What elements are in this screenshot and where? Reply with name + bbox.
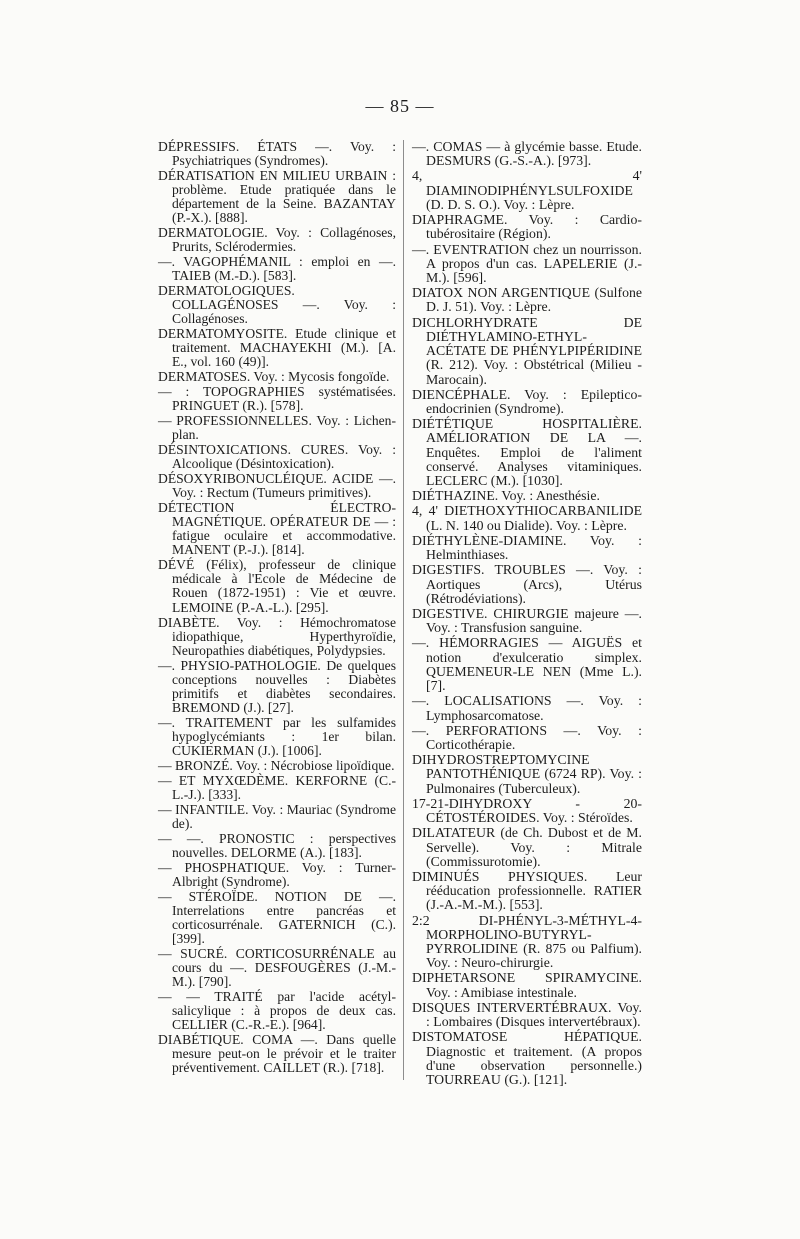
index-entry: DIENCÉPHALE. Voy. : Epileptico-endocrinien (Syndrome). xyxy=(412,386,642,416)
index-entry: —. LOCALISATIONS —. Voy. : Lymphosarcomatose. xyxy=(412,693,642,723)
page-number: — 85 — xyxy=(365,96,435,116)
index-entry: —. COMAS — à glycémie basse. Etude. DESMURS (G.-S.-A.). [973]. xyxy=(412,139,642,169)
index-entry: —. PHYSIO-PATHOLOGIE. De quelques conceptions nouvelles : Diabètes primitifs et diabètes secondaires. BREMOND (J.). [27]. xyxy=(158,657,396,715)
index-entry: —. PERFORATIONS —. Voy. : Corticothérapie. xyxy=(412,722,642,752)
index-entry: —. TRAITEMENT par les sulfamides hypoglycémiants : 1er bilan. CUKIERMAN (J.). [1006]. xyxy=(158,714,396,758)
index-entry: DÉSINTOXICATIONS. CURES. Voy. : Alcoolique (Désintoxication). xyxy=(158,442,396,472)
index-entry: DIATOX NON ARGENTIQUE (Sulfone D. J. 51). Voy. : Lèpre. xyxy=(412,285,642,315)
index-entry: DÉVÉ (Félix), professeur de clinique médicale à l'Ecole de Médecine de Rouen (1872-1951) : Vie et œuvre. LEMOINE (P.-A.-L.). [295]. xyxy=(158,557,396,615)
index-entry: — —. PRONOSTIC : perspectives nouvelles. DELORME (A.). [183]. xyxy=(158,830,396,860)
index-entry: DIGESTIFS. TROUBLES —. Voy. : Aortiques (Arcs), Utérus (Rétrodéviations). xyxy=(412,562,642,606)
index-entry: —. HÉMORRAGIES — AIGUËS et notion d'exulceratio simplex. QUEMENEUR-LE NEN (Mme L.). [7]. xyxy=(412,635,642,694)
index-entry: DIÉTHYLÈNE-DIAMINE. Voy. : Helminthiases. xyxy=(412,532,642,563)
index-entry: — SUCRÉ. CORTICOSURRÉNALE au cours du —. DESFOUGÈRES (J.-M.-M.). [790]. xyxy=(158,945,396,989)
index-entry: — PROFESSIONNELLES. Voy. : Lichen-plan. xyxy=(158,413,396,443)
index-entry: DIÉTÉTIQUE HOSPITALIÈRE. AMÉLIORATION DE LA —. Enquêtes. Emploi de l'aliment conservé. Analyses vitaminiques. LECLERC (M.). [1030]. xyxy=(412,416,642,489)
index-entry: — — TRAITÉ par l'acide acétyl-salicylique : à propos de deux cas. CELLIER (C.-R.-E.). [964]. xyxy=(158,988,396,1032)
index-entry: —. EVENTRATION chez un nourrisson. A propos d'un cas. LAPELERIE (J.-M.). [596]. xyxy=(412,241,642,285)
index-entry: DÉRATISATION EN MILIEU URBAIN : problème. Etude pratiquée dans le département de la Seine. BAZANTAY (P.-X.). [888]. xyxy=(158,168,396,226)
index-entry: — BRONZÉ. Voy. : Nécrobiose lipoïdique. xyxy=(158,757,395,773)
index-entry: DIAPHRAGME. Voy. : Cardio-tubérositaire (Région). xyxy=(412,212,642,242)
index-entry: 2:2 DI-PHÉNYL-3-MÉTHYL-4-MORPHOLINO-BUTYRYL-PYRROLIDINE (R. 875 ou Palfium). Voy. : Neuro-chirurgie. xyxy=(412,912,642,971)
column-divider xyxy=(403,140,404,1080)
index-column-right xyxy=(412,140,642,1088)
index-entry: DIGESTIVE. CHIRURGIE majeure —. Voy. : Transfusion sanguine. xyxy=(412,606,642,636)
index-entry: DERMATOLOGIQUES. COLLAGÉNOSES —. Voy. : Collagénoses. xyxy=(158,283,396,327)
index-entry: DIPHETARSONE SPIRAMYCINE. Voy. : Amibiase intestinale. xyxy=(412,970,642,1000)
index-entry: DÉPRESSIFS. ÉTATS —. Voy. : Psychiatriques (Syndromes). xyxy=(158,139,396,169)
index-entry: 4, 4' DIAMINODIPHÉNYLSULFOXIDE (D. D. S. O.). Voy. : Lèpre. xyxy=(412,168,642,212)
index-entry: 17-21-DIHYDROXY - 20-CÉTOSTÉROIDES. Voy. : Stéroïdes. xyxy=(412,795,642,826)
index-entry: DILATATEUR (de Ch. Dubost et de M. Servelle). Voy. : Mitrale (Commissurotomie). xyxy=(412,825,642,869)
index-entry: DERMATOSES. Voy. : Mycosis fongoïde. xyxy=(158,369,390,385)
index-entry: DÉTECTION ÉLECTRO-MAGNÉTIQUE. OPÉRATEUR DE — : fatigue oculaire et accommodative. MANENT (P.-J.). [814]. xyxy=(158,500,396,558)
index-entry: DIABÉTIQUE. COMA —. Dans quelle mesure peut-on le prévoir et le traiter préventivement. CAILLET (R.). [718]. xyxy=(158,1031,396,1075)
index-entry: — : TOPOGRAPHIES systématisées. PRINGUET (R.). [578]. xyxy=(158,384,396,414)
index-entry: — STÉROÏDE. NOTION DE —. Interrelations entre pancréas et corticosurrénale. GATERNICH (C.). [399]. xyxy=(158,888,396,946)
index-entry: —. VAGOPHÉMANIL : emploi en —. TAIEB (M.-D.). [583]. xyxy=(158,254,396,284)
index-entry: DIMINUÉS PHYSIQUES. Leur rééducation professionnelle. RATIER (J.-A.-M.-M.). [553]. xyxy=(412,868,642,913)
index-entry: — INFANTILE. Voy. : Mauriac (Syndrome de). xyxy=(158,801,396,831)
index-entry: DIÉTHAZINE. Voy. : Anesthésie. xyxy=(412,488,600,504)
index-entry: DISQUES INTERVERTÉBRAUX. Voy. : Lombaires (Disques intervertébraux). xyxy=(412,999,642,1030)
index-column-left xyxy=(158,140,396,1076)
index-entry: DISTOMATOSE HÉPATIQUE. Diagnostic et traitement. (A propos d'une observation personnelle.) TOURREAU (G.). [121]. xyxy=(412,1029,642,1087)
index-entry: DIABÈTE. Voy. : Hémochromatose idiopathique, Hyperthyroïdie, Neuropathies diabétiques, Polydypsies. xyxy=(158,614,396,658)
index-entry: DERMATOLOGIE. Voy. : Collagénoses, Prurits, Sclérodermies. xyxy=(158,225,396,255)
index-entry: DERMATOMYOSITE. Etude clinique et traitement. MACHAYEKHI (M.). [A. E., vol. 160 (49)]. xyxy=(158,326,396,370)
index-entry: — PHOSPHATIQUE. Voy. : Turner-Albright (Syndrome). xyxy=(158,859,396,889)
index-entry: DIHYDROSTREPTOMYCINE PANTOTHÉNIQUE (6724 RP). Voy. : Pulmonaires (Tuberculeux). xyxy=(412,752,642,796)
index-entry: 4, 4' DIETHOXYTHIOCARBANILIDE (L. N. 140 ou Dialide). Voy. : Lèpre. xyxy=(412,503,642,533)
index-entry: — ET MYXŒDÈME. KERFORNE (C.-L.-J.). [333]. xyxy=(158,772,396,802)
index-entry: DICHLORHYDRATE DE DIÉTHYLAMINO-ETHYL-ACÉTATE DE PHÉNYLPIPÉRIDINE (R. 212). Voy. : Obstétrical (Milieu - Marocain). xyxy=(412,314,642,387)
index-entry: DÉSOXYRIBONUCLÉIQUE. ACIDE —. Voy. : Rectum (Tumeurs primitives). xyxy=(158,471,396,501)
